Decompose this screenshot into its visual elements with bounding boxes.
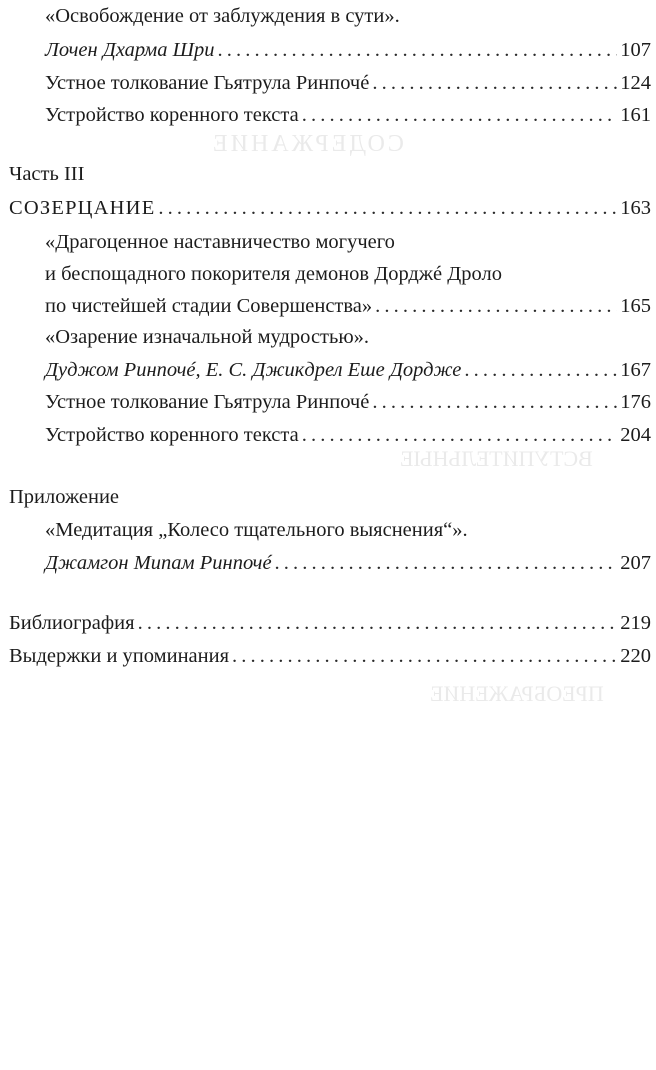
appendix-label: Приложение [9,486,120,508]
toc-title-line: и беспощадного покорителя демонов Дорджé Дроло [45,263,502,285]
dot-leader [217,36,617,64]
toc-title-line: «Освобождение от заблуждения в сути». [45,5,400,27]
page-number: 204 [620,424,651,446]
show-through-text-2: ПРЕОБРАЖЕНИЕ [430,681,604,706]
page-number: 167 [620,359,651,381]
dot-leader [158,194,617,222]
toc-entry-label: Выдержки и упоминания [9,645,230,667]
page-number: 163 [620,197,651,219]
toc-entry-label: по чистейшей стадии Совершенства» [45,295,373,317]
dot-leader [372,69,617,97]
toc-entry-label: Дуджом Ринпочé, Е. С. Джикдрел Еше Дордже [45,359,462,381]
show-through-text: ВСТУПИТЕЛЬНЫЕ [400,446,593,471]
toc-entry-bibliography[interactable] [9,609,651,637]
toc-entry-author[interactable] [45,549,651,577]
page-number: 107 [620,39,651,61]
toc-entry-title[interactable] [45,292,651,320]
toc-entry-label: Джамгон Мипам Ринпочé [45,552,272,574]
dot-leader [375,292,617,320]
toc-entry-author[interactable] [45,36,651,64]
toc-entry-commentary[interactable] [45,69,651,97]
toc-entry-label: Устройство коренного текста [45,424,299,446]
dot-leader [275,549,618,577]
page-number: 207 [620,552,651,574]
page-number: 124 [620,72,651,94]
dot-leader [302,101,618,129]
toc-entry-label: Устройство коренного текста [45,104,299,126]
dot-leader [232,642,617,670]
show-through-heading: СОДЕРЖАНИЕ [210,131,404,157]
toc-entry-structure[interactable] [45,101,651,129]
page-number: 161 [620,104,651,126]
toc-title-line: «Озарение изначальной мудростью». [45,326,370,348]
page-number: 219 [620,612,651,634]
toc-entry-structure[interactable] [45,421,651,449]
dot-leader [464,356,617,384]
toc-title-line: «Драгоценное наставничество могучего [45,231,395,253]
page-number: 165 [620,295,651,317]
page-number: 220 [620,645,651,667]
toc-entry-label: Устное толкование Гьятрула Ринпочé [45,72,370,94]
dot-leader [302,421,618,449]
part-label: Часть III [9,163,85,185]
toc-entry-label: Лочен Дхарма Шри [45,39,215,61]
toc-title-line: «Медитация „Колесо тщательного выяснения“». [45,519,468,541]
toc-part-heading[interactable] [9,194,651,222]
dot-leader [372,388,617,416]
dot-leader [138,609,618,637]
toc-entry-commentary[interactable] [45,388,651,416]
part-heading-label: СОЗЕРЦАНИЕ [9,197,156,219]
page-number: 176 [620,391,651,413]
toc-entry-author[interactable] [45,356,651,384]
toc-entry-citations[interactable] [9,642,651,670]
toc-entry-label: Библиография [9,612,135,634]
toc-entry-label: Устное толкование Гьятрула Ринпочé [45,391,370,413]
